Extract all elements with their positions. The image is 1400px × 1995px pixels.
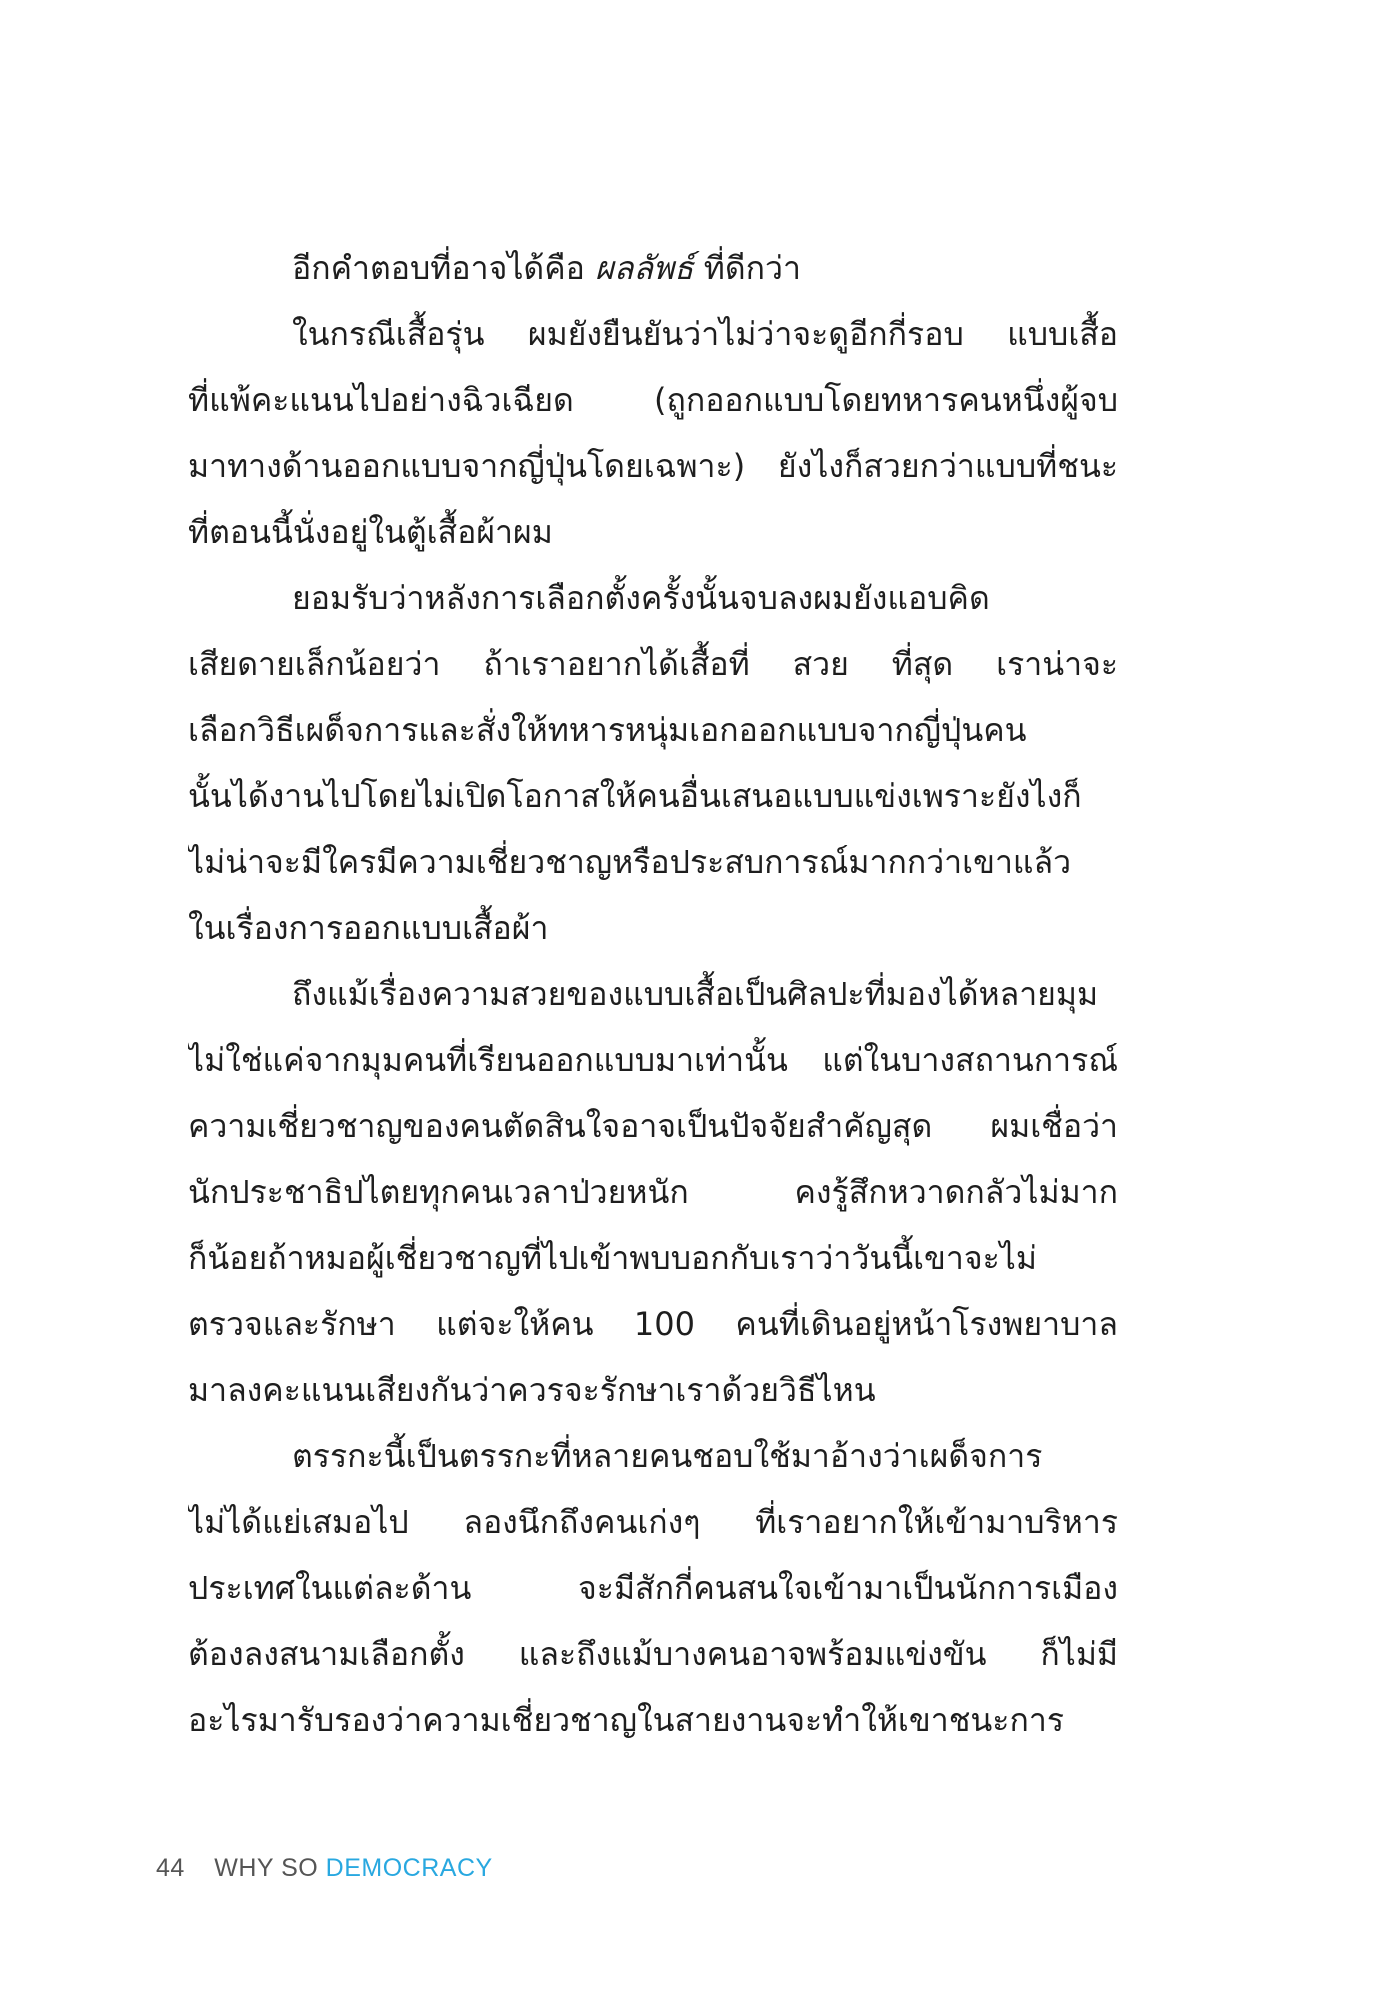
text-line: ความเชี่ยวชาญของคนตัดสินใจอาจเป็นปัจจัยสำคัญสุด ผมเชื่อว่า: [188, 1107, 1118, 1145]
text-line: ไม่ได้แย่เสมอไป ลองนึกถึงคนเก่งๆ ที่เราอยากให้เข้ามาบริหาร: [188, 1503, 1118, 1541]
text-line: ต้องลงสนามเลือกตั้ง และถึงแม้บางคนอาจพร้อมแข่งขัน ก็ไม่มี: [188, 1635, 1118, 1673]
text-line: ไม่น่าจะมีใครมีความเชี่ยวชาญหรือประสบการณ์มากกว่าเขาแล้ว: [188, 843, 1072, 881]
text-line: ก็น้อยถ้าหมอผู้เชี่ยวชาญที่ไปเข้าพบบอกกับเราว่าวันนี้เขาจะไม่: [188, 1239, 1037, 1277]
text-line: นั้นได้งานไปโดยไม่เปิดโอกาสให้คนอื่นเสนอแบบแข่งเพราะยังไงก็: [188, 777, 1082, 815]
text-line: ที่ตอนนี้นั่งอยู่ในตู้เสื้อผ้าผม: [188, 513, 553, 551]
emphasis-word: ผลลัพธ์: [594, 249, 694, 287]
running-title-accent: DEMOCRACY: [325, 1854, 493, 1882]
text-line: นักประชาธิปไตยทุกคนเวลาป่วยหนัก คงรู้สึกหวาดกลัวไม่มาก: [188, 1173, 1118, 1211]
page-number: 44: [156, 1854, 185, 1882]
text-line: ยอมรับว่าหลังการเลือกตั้งครั้งนั้นจบลงผมยังแอบคิด: [292, 579, 990, 617]
text-line: ในเรื่องการออกแบบเสื้อผ้า: [188, 909, 549, 947]
page-footer: [156, 1848, 493, 1888]
text-line: ประเทศในแต่ละด้าน จะมีสักกี่คนสนใจเข้ามาเป็นนักการเมือง: [188, 1569, 1118, 1607]
text-line: เสียดายเล็กน้อยว่า ถ้าเราอยากได้เสื้อที่ สวย ที่สุด เราน่าจะ: [188, 645, 1118, 683]
running-title: WHY SO: [214, 1854, 319, 1882]
text-line: ในกรณีเสื้อรุ่น ผมยังยืนยันว่าไม่ว่าจะดูอีกกี่รอบ แบบเสื้อ: [292, 315, 1118, 353]
text-line: ถึงแม้เรื่องความสวยของแบบเสื้อเป็นศิลปะที่มองได้หลายมุม: [292, 975, 1099, 1013]
text-line: เลือกวิธีเผด็จการและสั่งให้ทหารหนุ่มเอกออกแบบจากญี่ปุ่นคน: [188, 711, 1027, 749]
text-line: อะไรมารับรองว่าความเชี่ยวชาญในสายงานจะทำให้เขาชนะการ: [188, 1701, 1065, 1739]
text-line: [292, 235, 801, 301]
text-segment: อีกคำตอบที่อาจได้คือ: [292, 249, 595, 287]
text-segment: ที่ดีกว่า: [693, 249, 801, 287]
text-line: ตรวจและรักษา แต่จะให้คน 100 คนที่เดินอยู่หน้าโรงพยาบาล: [188, 1305, 1118, 1343]
text-line: มาลงคะแนนเสียงกันว่าควรจะรักษาเราด้วยวิธีไหน: [188, 1371, 876, 1409]
text-line: มาทางด้านออกแบบจากญี่ปุ่นโดยเฉพาะ) ยังไงก็สวยกว่าแบบที่ชนะ: [188, 447, 1118, 485]
text-line: ไม่ใช่แค่จากมุมคนที่เรียนออกแบบมาเท่านั้น แต่ในบางสถานการณ์: [188, 1041, 1118, 1079]
text-line: ที่แพ้คะแนนไปอย่างฉิวเฉียด (ถูกออกแบบโดยทหารคนหนึ่งผู้จบ: [188, 381, 1118, 419]
text-line: ตรรกะนี้เป็นตรรกะที่หลายคนชอบใช้มาอ้างว่าเผด็จการ: [292, 1437, 1043, 1475]
